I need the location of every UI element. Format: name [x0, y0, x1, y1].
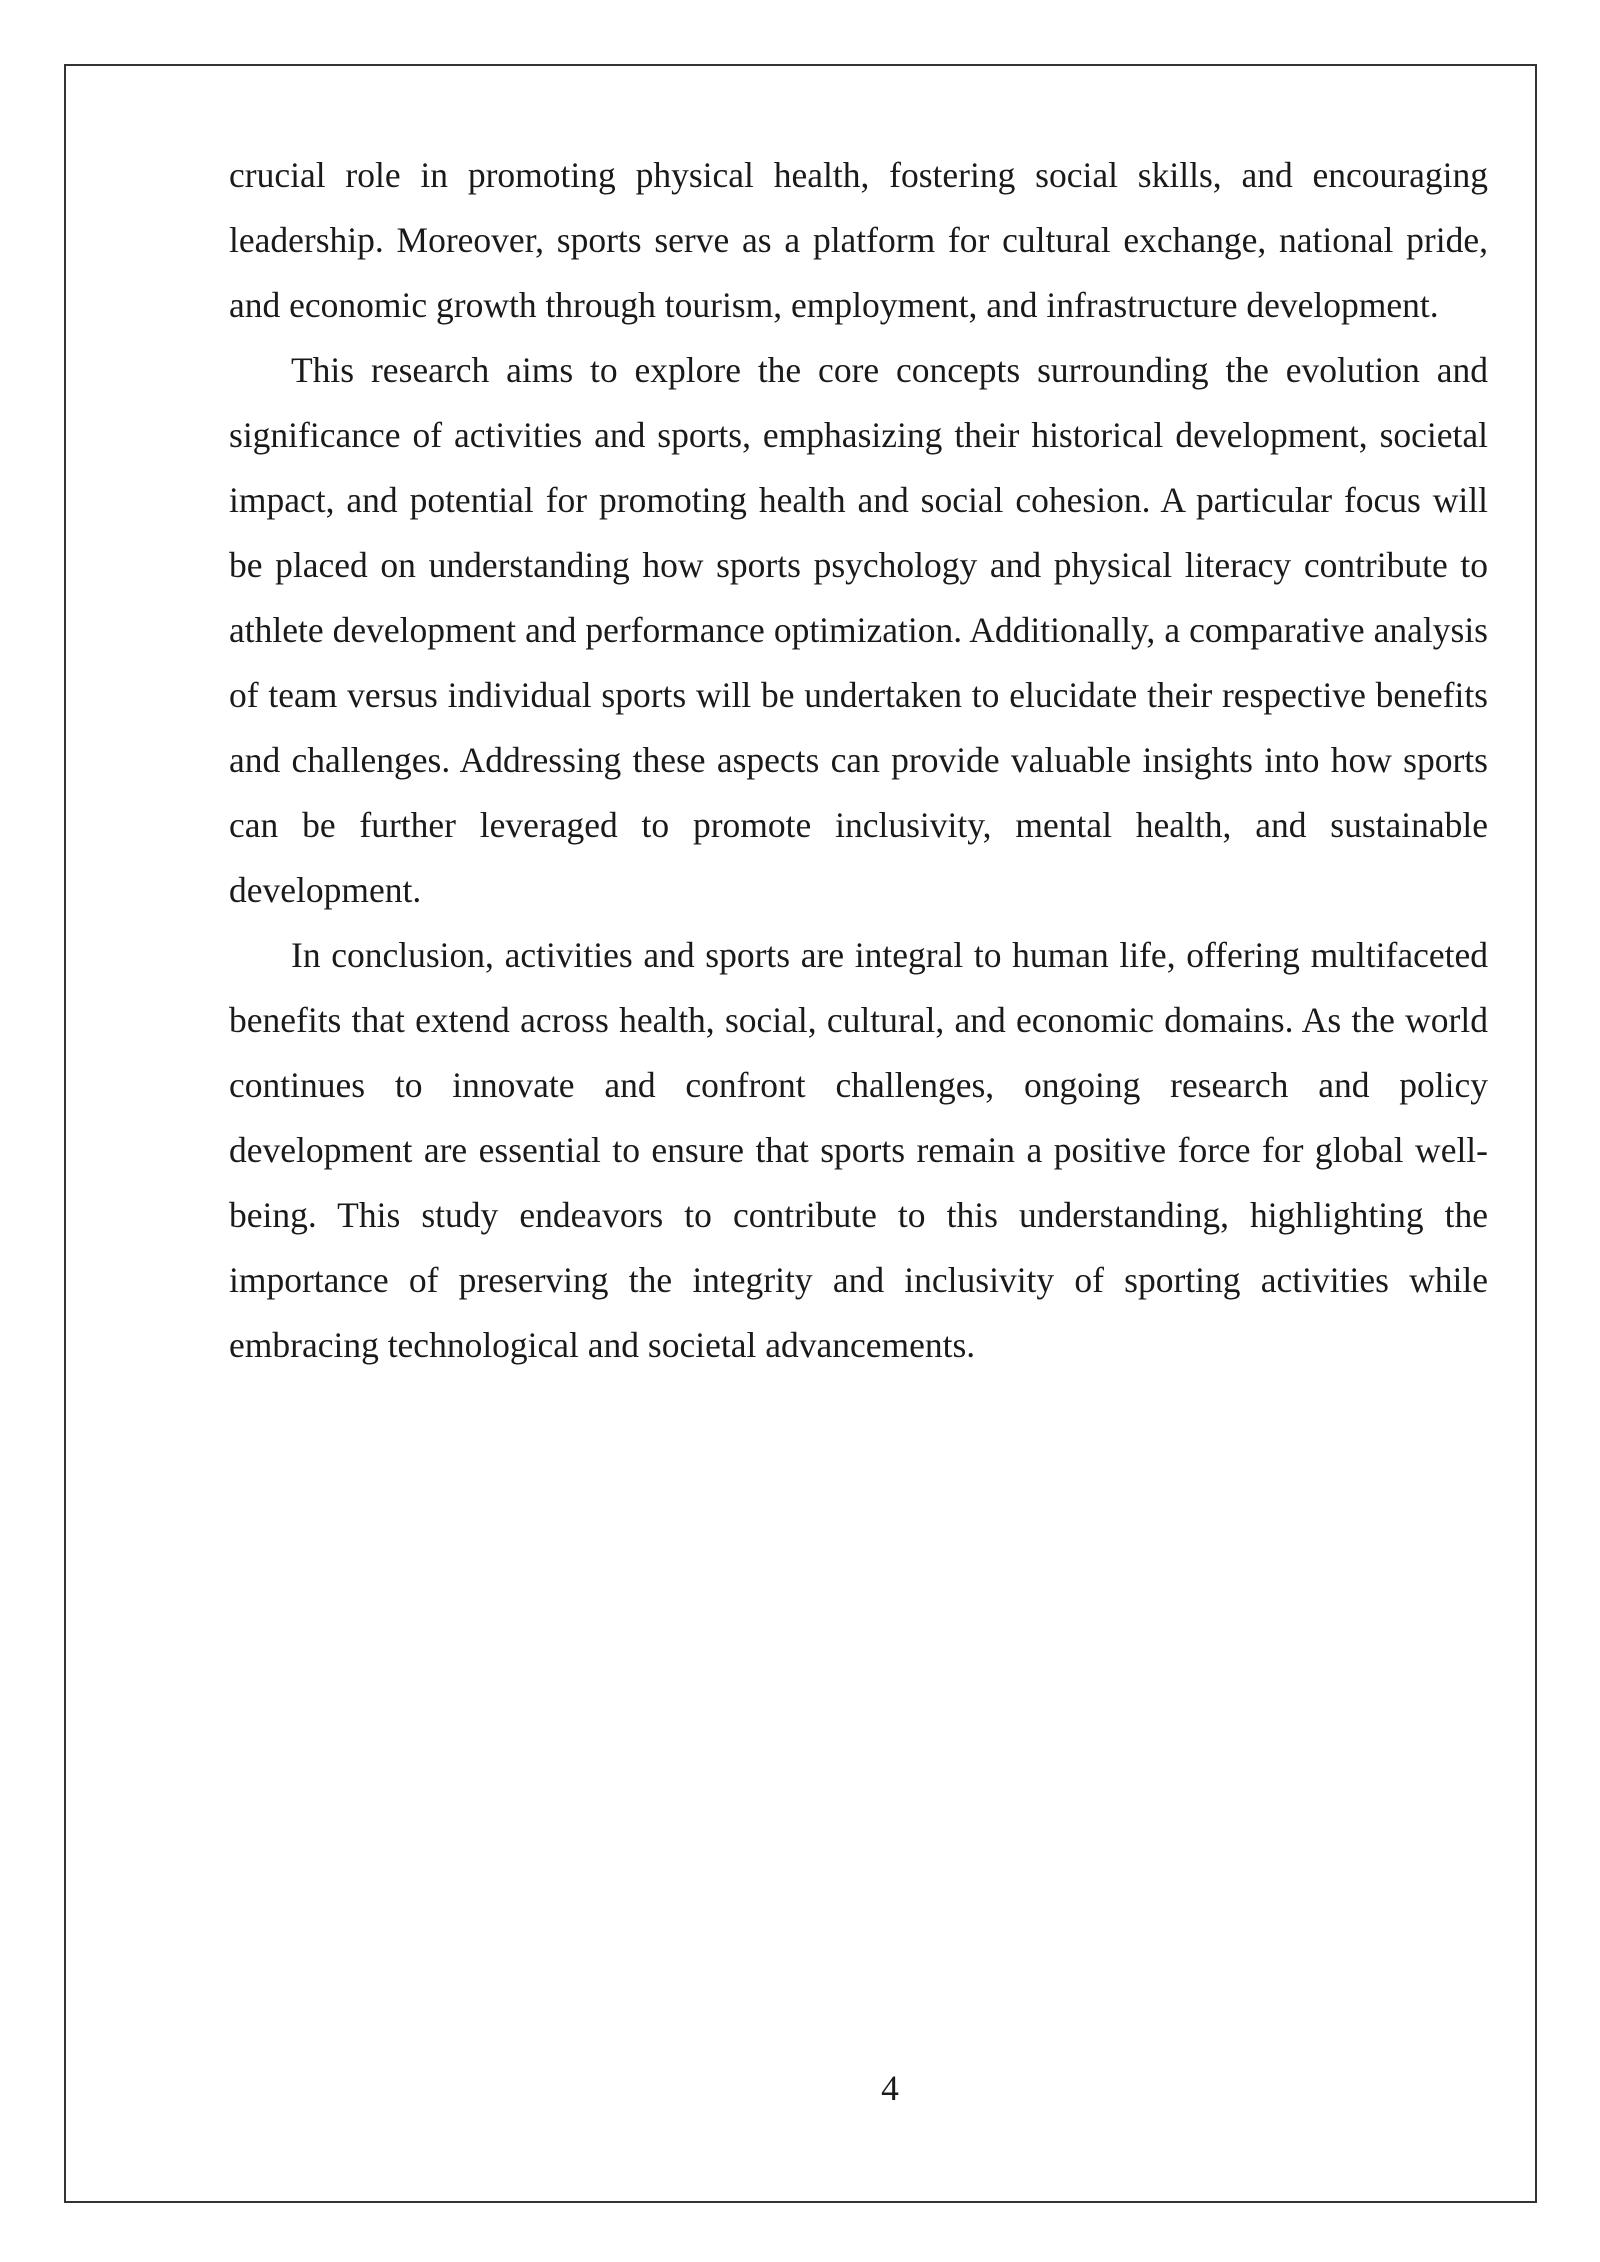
page-number: 4	[881, 2068, 899, 2108]
paragraph-continuation: crucial role in promoting physical health, fostering social skills, and encouraging leadership. Moreover, sports serve as a platform for cultural exchange, national pride, and economic growth through tourism, employment, and infrastructure development.	[229, 155, 1488, 325]
paragraph-research-aims: This research aims to explore the core concepts surrounding the evolution and significance of activities and sports, emphasizing their historical development, societal impact, and potential for promoting health and social cohesion. A particular focus will be placed on understanding how sports psychology and physical literacy contribute to athlete development and performance optimization. Additionally, a comparative analysis of team versus individual sports will be undertaken to elucidate their respective benefits and challenges. Addressing these aspects can provide valuable insights into how sports can be further leveraged to promote inclusivity, mental health, and sustainable development.	[229, 350, 1488, 910]
body-text	[229, 143, 1488, 1378]
paragraph-conclusion: In conclusion, activities and sports are integral to human life, offering multifaceted benefits that extend across health, social, cultural, and economic domains. As the world continues to innovate and confront challenges, ongoing research and policy development are essential to ensure that sports remain a positive force for global well-being. This study endeavors to contribute to this understanding, highlighting the importance of preserving the integrity and inclusivity of sporting activities while embracing technological and societal advancements.	[229, 935, 1488, 1365]
